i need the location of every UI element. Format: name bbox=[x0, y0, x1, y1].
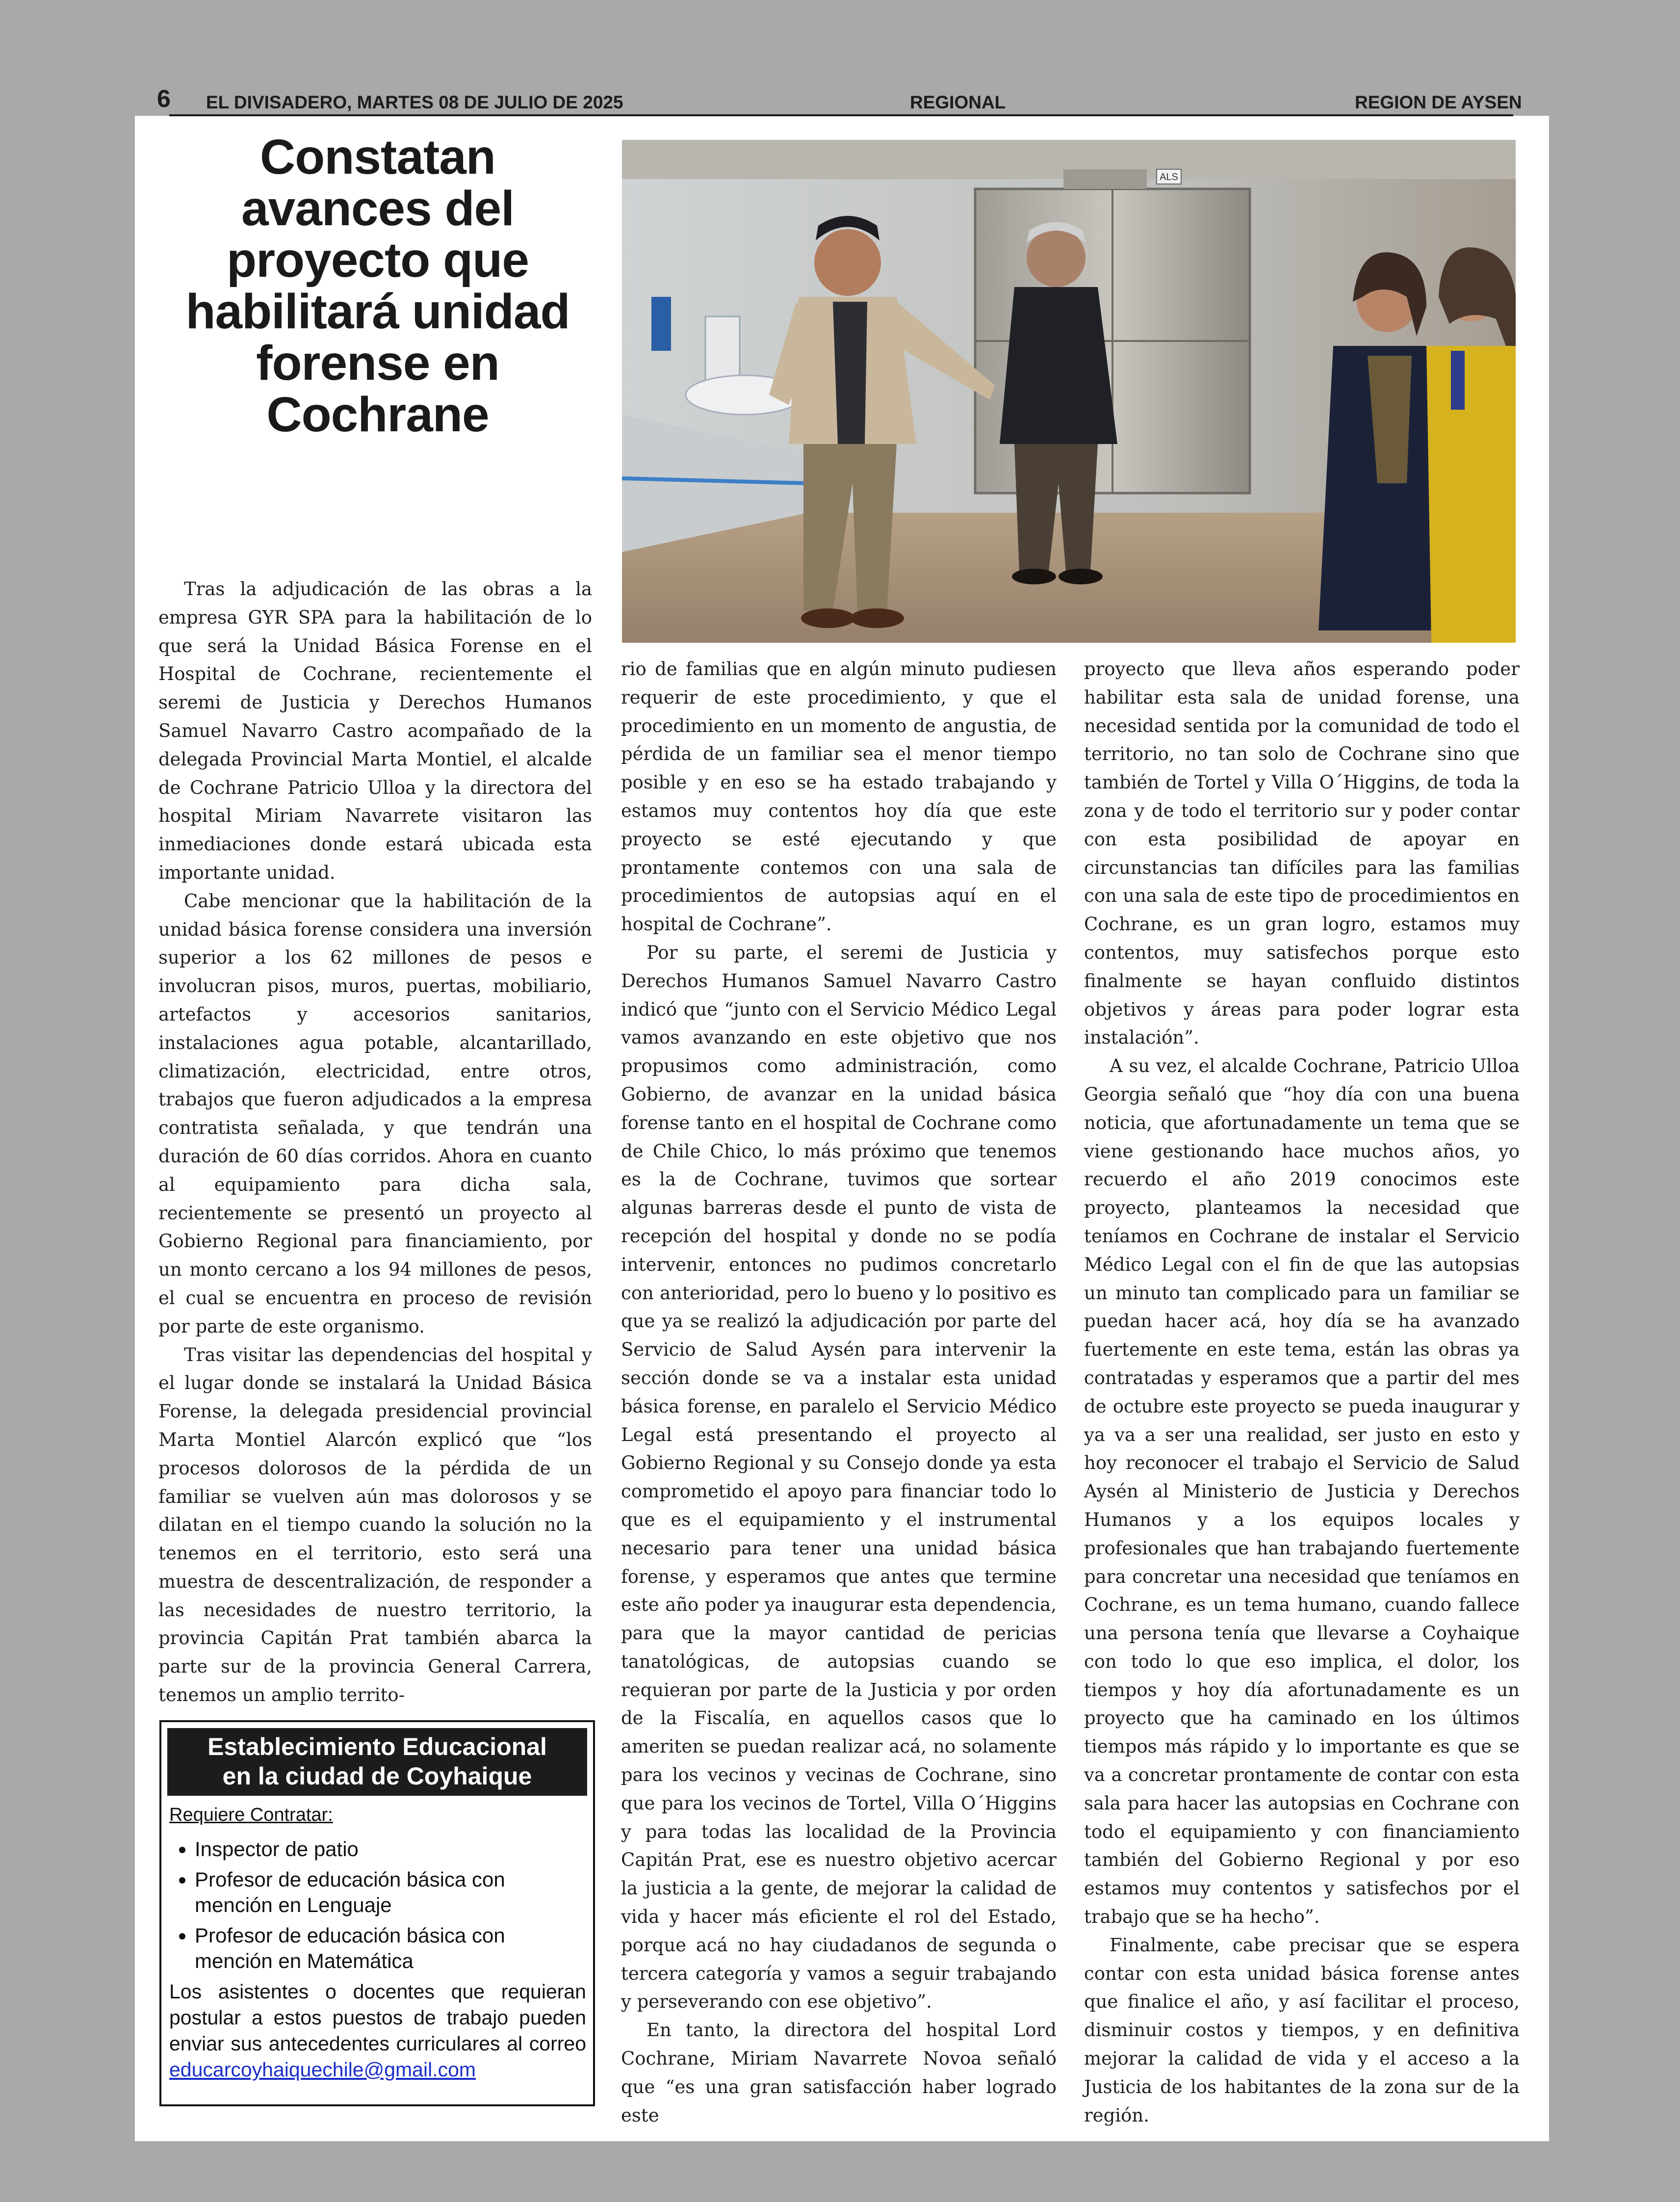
article-paragraph: Tras la adjudicación de las obras a la empresa GYR SPA para la habilitación de lo que será la Unidad Básica Forense en el Hospital de Cochrane, recientemente el seremi de Justicia y Derechos Humanos Samuel Navarro Castro acompañado de la delegada Provincial Marta Montiel, el alcalde de Cochrane Patricio Ulloa y la directora del hospital Miriam Navarrete visitaron las inmediaciones donde estará ubicada esta importante unidad. bbox=[158, 578, 592, 883]
article-column-3 bbox=[1084, 655, 1520, 2129]
article-paragraph: En tanto, la directora del hospital Lord Cochrane, Miriam Navarrete Novoa señaló que “es una gran satisfacción haber logrado este bbox=[621, 2019, 1057, 2126]
equipment-label: ALS bbox=[1160, 172, 1178, 183]
section-name: REGIONAL bbox=[910, 92, 1006, 112]
ad-body-text bbox=[169, 1979, 586, 2083]
page-number: 6 bbox=[157, 85, 171, 112]
photo-illustration bbox=[622, 140, 1516, 643]
ad-position-item: • Profesor de educación básica con mención en Matemática bbox=[195, 1923, 583, 1974]
ad-positions-list bbox=[161, 1836, 593, 1974]
article-column-2 bbox=[621, 655, 1057, 2129]
article-paragraph: proyecto que lleva años esperando poder habilitar esta sala de unidad forense, una necesidad sentida por la comunidad de todo el territorio, no tan solo de Cochrane sino que también de Tortel y Villa O´Higgins, de toda la zona y de todo el territorio sur y poder contar con esta posibilidad de apoyar en circunstancias tan difíciles para las familias con una sala de este tipo de procedimientos en Cochrane, es un gran logro, estamos muy contentos, muy satisfechos porque esto finalmente se hayan confluido distintos objetivos y áreas para poder lograr esta instalación”. bbox=[1084, 658, 1520, 1049]
region-name: REGION DE AYSEN bbox=[1355, 92, 1522, 112]
article-column-1 bbox=[158, 575, 592, 1709]
ad-email-link[interactable]: educarcoyhaiquechile@gmail.com bbox=[169, 2058, 476, 2081]
article-paragraph: rio de familias que en algún minuto pudiesen requerir de este procedimiento, y que el procedimiento en un momento de angustia, de pérdida de un familiar sea el menor tiempo posible y en eso se ha estado trabajando y estamos muy contentos hoy día que este proyecto se esté ejecutando y que prontamente contemos con una sala de procedimientos de autopsias aquí en el hospital de Cochrane”. bbox=[621, 658, 1057, 935]
article-paragraph: Cabe mencionar que la habilitación de la unidad básica forense considera una inversión superior a los 62 millones de pesos e involucran pisos, muros, puertas, mobiliario, artefactos y accesorios sanitarios, instalaciones agua potable, alcantarillado, climatización, electricidad, entre otros, trabajos que fueron adjudicados a la empresa contratista señalada, y que tendrán una duración de 60 días corridos. Ahora en cuanto al equipamiento para dicha sala, recientemente se presentó un proyecto al Gobierno Regional para financiamiento, por un monto cercano a los 94 millones de pesos, el cual se encuentra en proceso de revisión por parte de este organismo. bbox=[158, 890, 592, 1337]
edition-line: EL DIVISADERO, MARTES 08 DE JULIO DE 2025 bbox=[206, 92, 623, 112]
header-rule bbox=[169, 114, 1513, 116]
article-paragraph: Finalmente, cabe precisar que se espera contar con esta unidad básica forense antes que finalice el año, y así facilitar el proceso, disminuir costos y tiempos, y en definitiva mejorar la calidad de vida y el acceso a la Justicia de los habitantes de la zona sur de la región. bbox=[1084, 1934, 1520, 2126]
ad-title-line: Establecimiento Educacional bbox=[207, 1733, 547, 1760]
article-paragraph: Tras visitar las dependencias del hospital y el lugar donde se instalará la Unidad Básica Forense, la delegada presidencial provincial Marta Montiel Alarcón explicó que “los procesos dolorosos de la pérdida de un familiar se vuelven aún mas dolorosos y se dilatan en el tiempo cuando la solución no la tenemos en el territorio, esto será una muestra de descentralización, de responder a las necesidades de nuestro territorio, la provincia Capitán Prat también abarca la parte sur de la provincia General Carrera, tenemos un amplio territo- bbox=[158, 1344, 592, 1706]
article-headline: Constatan avances del proyecto que habilitará unidad forense en Cochrane bbox=[185, 130, 570, 442]
ad-title-line: en la ciudad de Coyhaique bbox=[222, 1762, 532, 1790]
job-ad-box bbox=[159, 1720, 595, 2106]
ad-position-item: • Profesor de educación básica con mención en Lenguaje bbox=[195, 1867, 583, 1918]
article-photo bbox=[622, 140, 1516, 643]
ad-position-item: • Inspector de patio bbox=[195, 1836, 583, 1862]
ad-instructions: Los asistentes o docentes que requieran postular a estos puestos de trabajo pueden enviar sus antecedentes curriculares al correo bbox=[169, 1980, 586, 2055]
article-paragraph: A su vez, el alcalde Cochrane, Patricio Ulloa Georgia señaló que “hoy día con una buena noticia, que afortunadamente un tema que se viene gestionando hace muchos años, yo recuerdo el año 2019 conocimos este proyecto, planteamos la necesidad que teníamos en Cochrane de instalar el Servicio Médico Legal con el fin de que las autopsias un minuto tan complicado para un familiar se puedan hacer acá, hoy día se ha avanzado fuertemente en este tema, están las obras ya contratadas y esperamos que a partir del mes de octubre este proyecto se pueda inaugurar y ya va a ser una realidad, ser justo en esto y hoy reconocer el trabajo el Servicio de Salud Aysén al Ministerio de Justicia y Derechos Humanos y a los equipos locales y profesionales que han trabajando fuertemente para concretar una necesidad que teníamos en Cochrane, es un tema humano, cuando fallece una persona tenía que llevarse a Coyhaique con todo lo que eso implica, el dolor, los tiempos y hoy día afortunadamente es un proyecto que ha caminado en los últimos tiempos más rápido y lo importante es que se va a concretar prontamente de contar con esta sala para hacer las autopsias en Cochrane con todo el equipamiento y con financiamiento también del Gobierno Regional y por eso estamos muy contentos y satisfechos por el trabajo que se ha hecho”. bbox=[1084, 1055, 1520, 1928]
article-paragraph: Por su parte, el seremi de Justicia y Derechos Humanos Samuel Navarro Castro indicó que “junto con el Servicio Médico Legal vamos avanzando en este objetivo que nos propusimos como administración, como Gobierno, de avanzar en la unidad básica forense tanto en el hospital de Cochrane como de Chile Chico, lo más próximo que tenemos es la de Cochrane, tuvimos que sortear algunas barreras desde el punto de vista de recepción del hospital y donde no se podía intervenir, entonces no pudimos concretarlo con anterioridad, pero lo bueno y lo positivo es que ya se realizó la adjudicación por parte del Servicio de Salud Aysén para intervenir la sección donde se va a instalar esta unidad básica forense, en paralelo el Servicio Médico Legal está presentando el proyecto al Gobierno Regional y su Consejo donde ya esta comprometido el apoyo para financiar todo lo que es el equipamiento y el instrumental necesario para tener una unidad básica forense, y esperamos que antes que termine este año poder ya inaugurar esta dependencia, para que la mayor cantidad de pericias tanatológicas, de autopsias cuando se requieran por parte de la Justicia y por orden de la Fiscalía, en aquellos casos que lo ameriten se puedan realizar acá, no solamente para los vecinos y vecinas de Cochrane, sino que para los vecinos de Tortel, Villa O´Higgins y para todas las localidad de la Provincia Capitán Prat, ese es nuestro objetivo acercar la justicia a la gente, de mejorar la calidad de vida y hacer más eficiente el rol del Estado, porque acá no hay ciudadanos de segunda o tercera categoría y vamos a seguir trabajando y perseverando con ese objetivo”. bbox=[621, 942, 1057, 2013]
ad-title bbox=[167, 1728, 587, 1796]
ad-requires-label: Requiere Contratar: bbox=[169, 1805, 333, 1825]
